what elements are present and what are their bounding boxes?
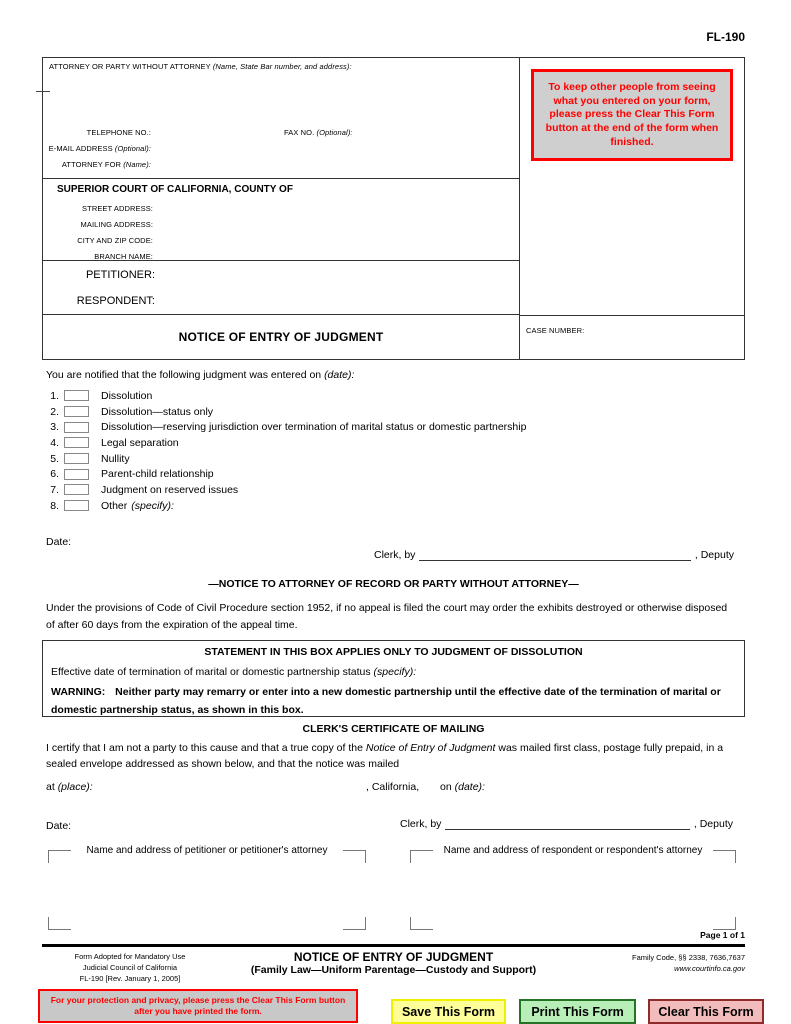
email-label-hint: (Optional): xyxy=(114,144,151,153)
certify-part2: was mailed first class, postage fully prepaid, in a sealed envelope addressed as shown below, and that the notice was mailed xyxy=(46,742,724,770)
attorney-caption-label: ATTORNEY OR PARTY WITHOUT ATTORNEY xyxy=(49,62,211,71)
certify-doc-title: Notice of Entry of Judgment xyxy=(365,742,496,754)
item-number: 6. xyxy=(50,468,59,481)
list-item xyxy=(46,435,530,451)
form-title-cell xyxy=(43,315,519,359)
clear-form-button[interactable]: Clear This Form xyxy=(648,999,764,1024)
effective-date-field[interactable] xyxy=(51,666,416,678)
effective-date-text: Effective date of termination of marital or domestic partnership status xyxy=(51,666,371,678)
checkbox-dissolution-reserving-jurisdiction[interactable] xyxy=(64,422,89,433)
footer-left-line: FL-190 [Rev. January 1, 2005] xyxy=(79,973,181,983)
attorney-notice-heading: —NOTICE TO ATTORNEY OF RECORD OR PARTY WITHOUT ATTORNEY— xyxy=(208,578,579,590)
notified-line xyxy=(46,369,354,381)
street-address-label: STREET ADDRESS: xyxy=(82,204,153,213)
list-item xyxy=(46,451,530,467)
place-field[interactable] xyxy=(46,781,93,793)
footer-rule xyxy=(42,944,745,947)
item-hint: (specify): xyxy=(131,499,174,512)
checkbox-judgment-reserved-issues[interactable] xyxy=(64,484,89,495)
notified-date-hint: (date): xyxy=(324,369,355,381)
fax-label xyxy=(284,128,353,137)
item-number: 8. xyxy=(50,499,59,512)
warning-label: WARNING: xyxy=(51,686,106,698)
item-number: 3. xyxy=(50,421,59,434)
footer-form-title: NOTICE OF ENTRY OF JUDGMENT xyxy=(293,950,494,964)
respondent-address-label: Name and address of respondent or respondent's attorney xyxy=(443,845,703,856)
attorney-for-label xyxy=(43,160,151,169)
page-indicator: Page 1 of 1 xyxy=(700,930,745,940)
judgment-type-list xyxy=(46,388,530,514)
item-label: Dissolution xyxy=(101,389,153,402)
warning-text: Neither party may remarry or enter into a new domestic partnership until the effective date of the termination of marital or domestic partnership status, as shown in this box. xyxy=(51,686,721,716)
date-label-1[interactable]: Date: xyxy=(46,536,72,548)
margin-tick xyxy=(36,91,50,92)
footer-code-reference xyxy=(632,952,745,975)
form-code-label: FL-190 xyxy=(706,30,745,44)
item-label: Legal separation xyxy=(101,436,179,449)
checkbox-other[interactable] xyxy=(64,500,89,511)
item-number: 5. xyxy=(50,452,59,465)
case-number-field[interactable] xyxy=(520,315,744,359)
deputy-label-2: , Deputy xyxy=(693,818,733,830)
checkbox-legal-separation[interactable] xyxy=(64,437,89,448)
item-number: 4. xyxy=(50,436,59,449)
checkbox-nullity[interactable] xyxy=(64,453,89,464)
case-number-label: CASE NUMBER: xyxy=(526,326,585,335)
court-info-field[interactable] xyxy=(43,179,519,261)
mailing-cert-heading: CLERK'S CERTIFICATE OF MAILING xyxy=(302,723,485,735)
clerk-signature-input-1[interactable] xyxy=(419,548,690,561)
bottom-privacy-box: For your protection and privacy, please press the Clear This Form button after you have printed the form. xyxy=(38,989,358,1023)
list-item xyxy=(46,482,530,498)
checkbox-dissolution[interactable] xyxy=(64,390,89,401)
list-item xyxy=(46,498,530,514)
fax-label-hint: (Optional): xyxy=(316,128,353,137)
caption-right-column xyxy=(520,58,744,359)
checkbox-dissolution-status-only[interactable] xyxy=(64,406,89,417)
respondent-address-field[interactable] xyxy=(410,845,736,930)
city-zip-label: CITY AND ZIP CODE: xyxy=(77,236,153,245)
attorney-for-label-hint: (Name): xyxy=(123,160,151,169)
footer-form-subtitle: (Family Law—Uniform Parentage—Custody and Support) xyxy=(250,964,537,976)
certify-part1: I certify that I am not a party to this cause and that a true copy of the xyxy=(46,742,363,754)
statement-box-title: STATEMENT IN THIS BOX APPLIES ONLY TO JUDGMENT OF DISSOLUTION xyxy=(204,646,583,658)
petitioner-label: PETITIONER: xyxy=(85,269,155,281)
attorney-caption xyxy=(49,62,352,71)
item-number: 1. xyxy=(50,389,59,402)
fax-label-text: FAX NO. xyxy=(284,128,315,137)
attorney-info-field[interactable] xyxy=(43,58,519,179)
bracket-corner xyxy=(713,850,736,863)
caption-table xyxy=(42,57,745,360)
petitioner-address-field[interactable] xyxy=(48,845,366,930)
certify-paragraph xyxy=(46,741,746,772)
caption-left-column xyxy=(43,58,520,359)
clerk-by-label-1: Clerk, by xyxy=(374,549,416,561)
clerk-signature-input-2[interactable] xyxy=(445,817,689,830)
list-item xyxy=(46,466,530,482)
petitioner-address-label: Name and address of petitioner or petitioner's attorney xyxy=(86,845,328,856)
list-item xyxy=(46,419,530,435)
bracket-corner xyxy=(48,917,71,930)
privacy-notice-box: To keep other people from seeing what you entered on your form, please press the Clear This Form button at the end of the form when finished. xyxy=(531,69,733,161)
list-item xyxy=(46,388,530,404)
print-form-button[interactable]: Print This Form xyxy=(519,999,636,1024)
checkbox-parent-child-relationship[interactable] xyxy=(64,469,89,480)
at-label: at xyxy=(46,781,55,793)
bracket-corner xyxy=(713,917,736,930)
bracket-corner xyxy=(410,917,433,930)
dissolution-statement-box xyxy=(42,640,745,717)
court-title: SUPERIOR COURT OF CALIFORNIA, COUNTY OF xyxy=(57,184,293,195)
notified-text: You are notified that the following judgment was entered on xyxy=(46,369,322,381)
footer-court-url[interactable]: www.courtinfo.ca.gov xyxy=(674,964,745,974)
page-title: NOTICE OF ENTRY OF JUDGMENT xyxy=(178,330,384,344)
item-label: Dissolution—status only xyxy=(101,405,214,418)
place-hint: (place): xyxy=(57,781,93,793)
item-number: 7. xyxy=(50,483,59,496)
footer-left-line: Form Adopted for Mandatory Use xyxy=(74,952,186,961)
item-number: 2. xyxy=(50,405,59,418)
footer-family-code: Family Code, §§ 2338, 7636,7637 xyxy=(632,953,745,962)
list-item xyxy=(46,404,530,420)
deputy-label-1: , Deputy xyxy=(694,549,734,561)
item-label: Other xyxy=(101,499,128,512)
attorney-caption-hint: (Name, State Bar number, and address): xyxy=(212,62,352,71)
privacy-notice-area xyxy=(520,58,744,315)
item-label: Parent-child relationship xyxy=(101,468,214,481)
respondent-label: RESPONDENT: xyxy=(76,295,155,307)
telephone-label: TELEPHONE NO.: xyxy=(86,128,151,137)
warning-paragraph xyxy=(51,683,739,719)
attorney-for-label-text: ATTORNEY FOR xyxy=(61,160,122,169)
mailed-date-hint: (date): xyxy=(454,781,485,793)
save-form-button[interactable]: Save This Form xyxy=(391,999,506,1024)
clerk-signature-line-1 xyxy=(374,548,734,561)
bracket-corner xyxy=(343,917,366,930)
item-label: Dissolution—reserving jurisdiction over termination of marital status or domestic partnership xyxy=(101,421,527,434)
bracket-corner xyxy=(410,850,433,863)
clerk-by-label-2: Clerk, by xyxy=(400,818,442,830)
email-label xyxy=(43,144,151,153)
bracket-corner xyxy=(343,850,366,863)
california-label: , California, xyxy=(366,781,420,793)
mailing-address-label: MAILING ADDRESS: xyxy=(80,220,153,229)
parties-field[interactable] xyxy=(43,261,519,315)
item-label: Judgment on reserved issues xyxy=(101,483,239,496)
appeal-paragraph: Under the provisions of Code of Civil Procedure section 1952, if no appeal is filed the court may order the exhibits destroyed or otherwise disposed of after 60 days from the expiration of the appeal time. xyxy=(46,602,728,631)
email-label-text: E-MAIL ADDRESS xyxy=(48,144,113,153)
clerk-signature-line-2 xyxy=(400,817,733,830)
on-label: on xyxy=(440,781,452,793)
footer-left-line: Judicial Council of California xyxy=(82,962,178,972)
branch-name-label: BRANCH NAME: xyxy=(94,252,153,261)
mailed-date-field[interactable] xyxy=(440,781,485,793)
item-label: Nullity xyxy=(101,452,130,465)
effective-date-hint: (specify): xyxy=(373,666,417,678)
date-label-2[interactable]: Date: xyxy=(46,820,72,832)
bracket-corner xyxy=(48,850,71,863)
